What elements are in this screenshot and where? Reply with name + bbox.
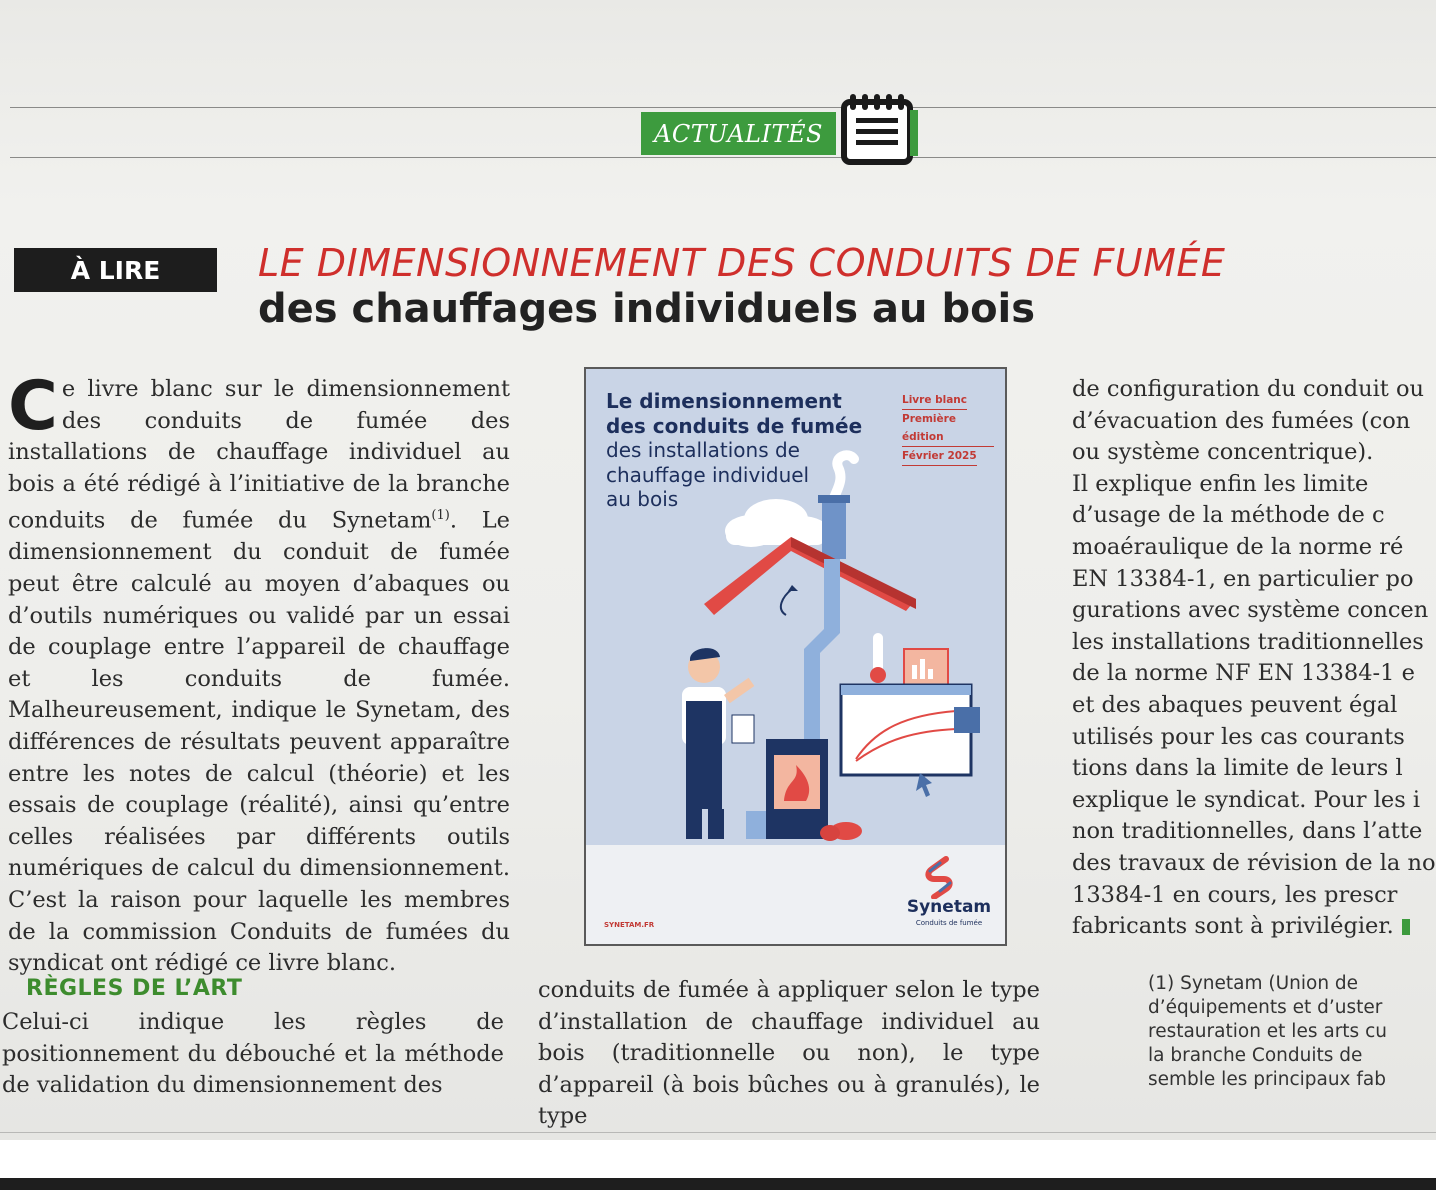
article-column-3 [1072, 374, 1436, 943]
footnote-line: (1) Synetam (Union de [1148, 973, 1359, 994]
cover-title-line: au bois [606, 487, 679, 511]
article-column-1-lower [2, 1007, 504, 1102]
footnote-ref: (1) [431, 508, 450, 524]
text-line: non traditionnelles, dans l’atte [1072, 818, 1423, 845]
intro-rest: . Le dimensionnement du conduit de fumée peut être calculé au moyen d’abaques ou d’outils numériques ou validé par un essai de couplage entre l’appareil de chauffage et les conduits de fumée. Malheureusement, indique le Synetam, des différences de résultats peuvent apparaître entre les notes de calcul (théorie) et les essais de couplage (réalité), ainsi qu’entre celles réalisées par différents outils numériques de calcul du dimensionnement. C’est la raison pour laquelle les membres de la commission Conduits de fumées du syndicat ont rédigé ce livre blanc. [8, 507, 510, 977]
dropcap: C [8, 367, 58, 446]
bottom-rule [0, 1132, 1436, 1133]
cover-title-line: Le dimensionnement [606, 389, 842, 413]
text-line: des travaux de révision de la no [1072, 849, 1436, 876]
section-subheading: RÈGLES DE L’ART [26, 976, 243, 1001]
intro-text: e livre blanc sur le dimensionnement des conduits de fumée des installations de chauffage individuel au bois a été rédigé à l’initiative de la branche conduits de fumée du Synetam [8, 376, 510, 534]
footnote-line: d’équipements et d’uster [1148, 997, 1383, 1018]
text-line: de configuration du conduit ou [1072, 376, 1425, 402]
cover-meta-line: Première édition [902, 410, 994, 447]
cover-title-line: des installations de [606, 438, 800, 462]
rules-paragraph: Celui-ci indique les règles de positionnement du débouché et la méthode de validation du dimensionnement des [2, 1009, 504, 1099]
footnote-line: la branche Conduits de [1148, 1045, 1363, 1066]
article-column-1 [8, 367, 510, 980]
cloud-shape [725, 499, 829, 547]
notepad-icon [838, 92, 922, 166]
text-line: gurations avec système concen [1072, 597, 1429, 624]
footnote-line: restauration et les arts cu [1148, 1021, 1387, 1042]
text-line: Il explique enfin les limite [1072, 470, 1369, 497]
text-line: explique le syndicat. Pour les i [1072, 786, 1421, 813]
kicker-label: À LIRE [14, 248, 217, 292]
cover-title-line: chauffage individuel [606, 462, 810, 487]
cover-meta-line: Livre blanc [902, 391, 967, 410]
book-cover [584, 367, 1007, 946]
brand-name: Synetam [906, 897, 992, 917]
top-rule [10, 107, 1436, 108]
article-column-2-lower [538, 975, 1040, 1133]
text-line: EN 13384-1, en particulier po [1072, 565, 1414, 592]
text-line: de la norme NF EN 13384-1 e [1072, 660, 1415, 687]
brand-subtitle: Conduits de fumée [915, 919, 983, 927]
cover-title-line: des conduits de fumée [606, 413, 863, 438]
cover-url: SYNETAM.FR [604, 921, 655, 929]
headline: LE DIMENSIONNEMENT DES CONDUITS DE FUMÉE [258, 241, 1226, 285]
text-line: d’évacuation des fumées (con [1072, 407, 1411, 434]
end-of-article-mark [1402, 919, 1410, 935]
text-line: et des abaques peuvent égal [1072, 691, 1398, 718]
text-line: d’usage de la méthode de c [1072, 502, 1385, 529]
continuation-paragraph: conduits de fumée à appliquer selon le type d’installation de chauffage individuel au bois (traditionnelle ou non), le type d’appareil (à bois bûches ou à granulés), le type [538, 977, 1040, 1130]
footnote [1148, 972, 1436, 1092]
text-line: 13384-1 en cours, les prescr [1072, 881, 1398, 908]
text-line: tions dans la limite de leurs l [1072, 755, 1403, 782]
text-line: fabricants sont à privilégier. [1072, 913, 1394, 940]
cover-illustration [586, 439, 1005, 849]
synetam-logo-icon [920, 855, 960, 899]
text-line: moaéraulique de la norme ré [1072, 533, 1404, 560]
section-tag: ACTUALITÉS [641, 112, 836, 155]
cover-meta-line: Février 2025 [902, 447, 977, 466]
text-line: ou système concentrique). [1072, 439, 1374, 466]
text-line: les installations traditionnelles [1072, 628, 1424, 655]
subheadline: des chauffages individuels au bois [258, 286, 1036, 332]
top-rule-2 [10, 157, 1436, 158]
footnote-line: semble les principaux fab [1148, 1069, 1386, 1090]
bottom-bar [0, 1178, 1436, 1190]
text-line: utilisés pour les cas courants [1072, 723, 1405, 750]
